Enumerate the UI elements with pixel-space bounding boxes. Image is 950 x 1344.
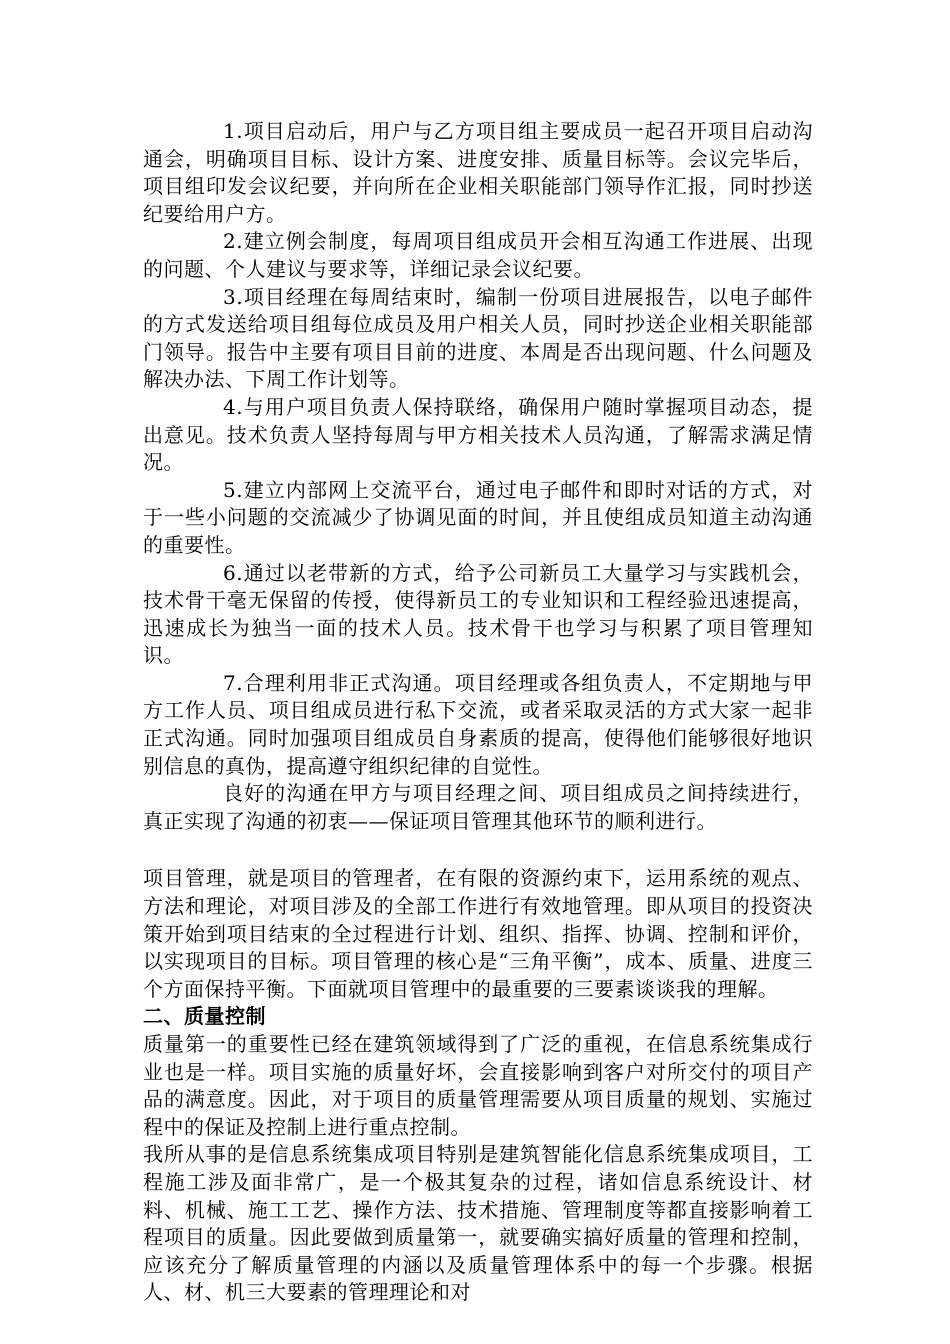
paragraph-item-6: 6.通过以老带新的方式，给予公司新员工大量学习与实践机会，技术骨干毫无保留的传授，使得新员工的专业知识和工程经验迅速提高，迅速成长为独当一面的技术人员。技术骨干也学习与积累了项目管理知识。	[143, 560, 813, 668]
paragraph-item-4: 4.与用户项目负责人保持联络，确保用户随时掌握项目动态，提出意见。技术负责人坚持每周与甲方相关技术人员沟通，了解需求满足情况。	[143, 394, 813, 475]
paragraph-item-1: 1.项目启动后，用户与乙方项目组主要成员一起召开项目启动沟通会，明确项目目标、设计方案、进度安排、质量目标等。会议完毕后，项目组印发会议纪要，并向所在企业相关职能部门领导作汇报，同时抄送纪要给用户方。	[143, 119, 813, 226]
paragraph-item-7: 7.合理利用非正式沟通。项目经理或各组负责人，不定期地与甲方工作人员、项目组成员进行私下交流，或者采取灵活的方式大家一起非正式沟通。同时加强项目组成员自身素质的提高，使得他们能够很好地识别信息的真伪，提高遵守组织纪律的自觉性。	[143, 670, 813, 778]
section-heading: 二、质量控制	[143, 1004, 266, 1029]
quality-paragraph-2: 我所从事的是信息系统集成项目特别是建筑智能化信息系统集成项目，工程施工涉及面非常广，是一个极其复杂的过程，诸如信息系统设计、材料、机械、施工工艺、操作方法、技术措施、管理制度等都直接影响着工程项目的质量。因此要做到质量第一，就要确实搞好质量的管理和控制，应该充分了解质量管理的内涵以及质量管理体系中的每一个步骤。根据人、材、机三大要素的管理理论和对	[143, 1142, 813, 1305]
quality-paragraph-1: 质量第一的重要性已经在建筑领域得到了广泛的重视，在信息系统集成行业也是一样。项目实施的质量好坏，会直接影响到客户对所交付的项目产品的满意度。因此，对于项目的质量管理需要从项目质量的规划、实施过程中的保证及控制上进行重点控制。	[143, 1032, 813, 1139]
paragraph-item-5: 5.建立内部网上交流平台，通过电子邮件和即时对话的方式，对于一些小问题的交流减少了协调见面的时间，并且使组成员知道主动沟通的重要性。	[143, 477, 813, 557]
paragraph-item-3: 3.项目经理在每周结束时，编制一份项目进展报告，以电子邮件的方式发送给项目组每位成员及用户相关人员，同时抄送企业相关职能部门领导。报告中主要有项目目前的进度、本周是否出现问题、什么问题及解决办法、下周工作计划等。	[143, 284, 813, 392]
intro-paragraph: 项目管理，就是项目的管理者，在有限的资源约束下，运用系统的观点、方法和理论，对项目涉及的全部工作进行有效地管理。即从项目的投资决策开始到项目结束的全过程进行计划、组织、指挥、协调、控制和评价，以实现项目的目标。项目管理的核心是“三角平衡”，成本、质量、进度三个方面保持平衡。下面就项目管理中的最重要的三要素谈谈我的理解。	[143, 866, 813, 1001]
paragraph-item-2: 2.建立例会制度，每周项目组成员开会相互沟通工作进展、出现的问题、个人建议与要求等，详细记录会议纪要。	[143, 229, 813, 281]
summary-paragraph: 良好的沟通在甲方与项目经理之间、项目组成员之间持续进行，真正实现了沟通的初衷——保证项目管理其他环节的顺利进行。	[143, 781, 813, 833]
section-gap	[143, 835, 813, 865]
document-page	[143, 118, 813, 1307]
